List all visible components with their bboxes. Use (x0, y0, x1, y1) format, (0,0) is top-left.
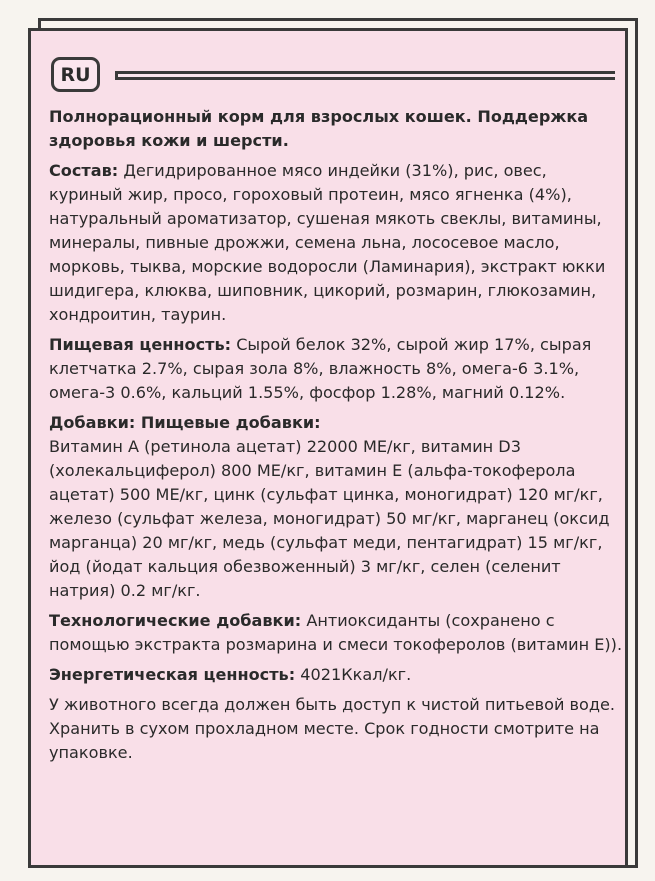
composition-section (49, 159, 623, 327)
product-description: Полнорационный корм для взрослых кошек. Поддержка здоровья кожи и шерсти. (49, 107, 589, 150)
additives-heading: Добавки: Пищевые добавки: (49, 413, 321, 432)
nutrition-heading: Пищевая ценность: (49, 335, 232, 354)
energy-section (49, 663, 623, 687)
energy-value: 4021Ккал/кг. (300, 665, 412, 684)
header-rule (115, 71, 615, 80)
composition-text: Дегидрированное мясо индейки (31%), рис, овес, куриный жир, просо, гороховый протеин, мясо ягненка (4%), натуральный ароматизатор, сушеная мякоть свеклы, витамины, минералы, пивные дрожжи, семена льна, лососевое масло, морковь, тыква, морские водоросли (Ламинария), экстракт юкки шидигера, клюква, шиповник, цикорий, розмарин, глюкозамин, хондроитин, таурин. (49, 161, 606, 324)
product-label-panel (28, 28, 628, 868)
label-text (49, 105, 623, 771)
tech-additives-heading: Технологические добавки: (49, 611, 302, 630)
composition-heading: Состав: (49, 161, 119, 180)
tech-additives-text: Антиоксиданты (сохранено с помощью экстракта розмарина и смеси токоферолов (витамин Е)). (49, 611, 623, 654)
additives-section (49, 411, 623, 603)
storage-note: У животного всегда должен быть доступ к чистой питьевой воде. Хранить в сухом прохладном месте. Срок годности смотрите на упаковке. (49, 695, 616, 762)
nutrition-text: Сырой белок 32%, сырой жир 17%, сырая клетчатка 2.7%, сырая зола 8%, влажность 8%, омега-6 3.1%, омега-3 0.6%, кальций 1.55%, фосфор 1.28%, магний 0.12%. (49, 335, 592, 402)
energy-heading: Энергетическая ценность: (49, 665, 296, 684)
additives-text: Витамин А (ретинола ацетат) 22000 МЕ/кг, витамин D3 (холекальциферол) 800 МЕ/кг, витамин Е (альфа-токоферола ацетат) 500 МЕ/кг, цинк (сульфат цинка, моногидрат) 120 мг/кг, железо (сульфат железа, моногидрат) 50 мг/кг, марганец (оксид марганца) 20 мг/кг, медь (сульфат меди, пентагидрат) 15 мг/кг, йод (йодат кальция обезвоженный) 3 мг/кг, селен (селенит натрия) 0.2 мг/кг. (49, 437, 610, 600)
tech-additives-section (49, 609, 623, 657)
language-badge: RU (51, 57, 100, 92)
nutrition-section (49, 333, 623, 405)
